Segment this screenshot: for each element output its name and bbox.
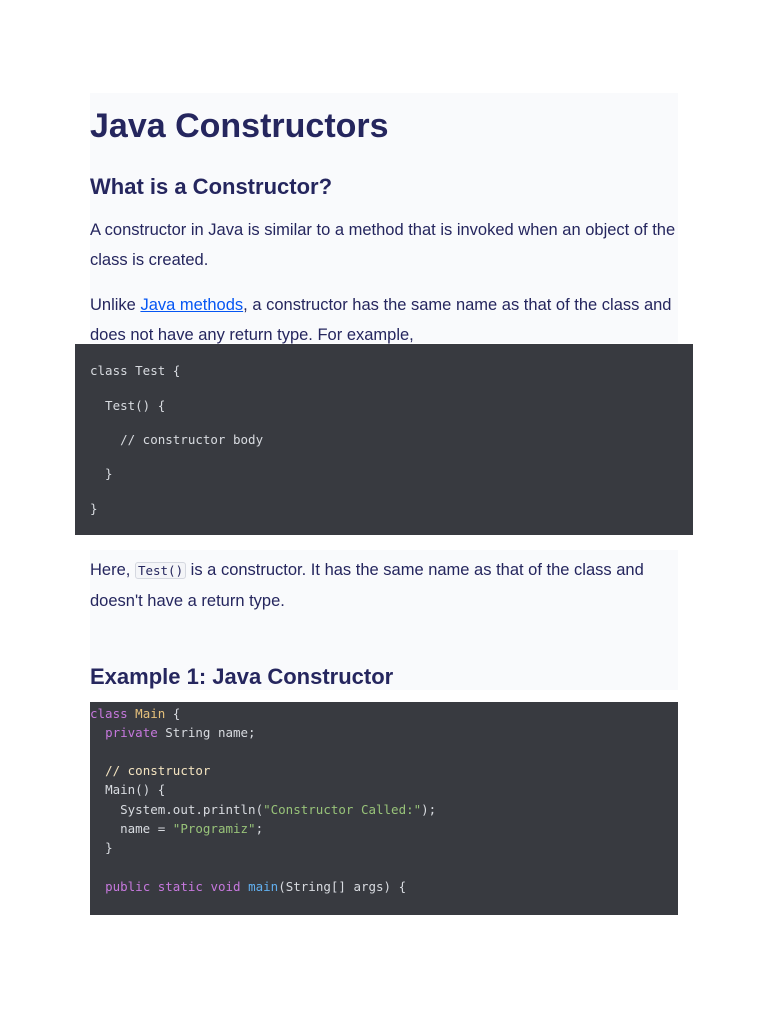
code-line: } (90, 501, 98, 516)
keyword: static (157, 879, 203, 894)
code-line: Test() { (90, 398, 166, 413)
methods-paragraph (90, 290, 678, 350)
code-line (90, 877, 406, 896)
paragraph-text: is a constructor. It has the same name as that of the class and doesn't have a return type. (90, 561, 644, 610)
page-title: Java Constructors (90, 107, 389, 145)
keyword: private (105, 725, 158, 740)
explanation-paragraph (90, 555, 678, 616)
code-text: } (105, 840, 113, 855)
keyword: public (105, 879, 151, 894)
function-name: main (248, 879, 279, 894)
example-heading: Example 1: Java Constructor (90, 664, 394, 689)
string-literal: "Constructor Called:" (263, 802, 422, 817)
section-heading: What is a Constructor? (90, 174, 333, 199)
code-line (90, 723, 256, 742)
paragraph-text: Unlike (90, 296, 141, 314)
paragraph-text: , a constructor has the same name as that of the class and does not have any return type. For example, (90, 296, 672, 344)
code-line (90, 761, 210, 780)
paragraph-text: Here, (90, 561, 135, 579)
intro-paragraph: A constructor in Java is similar to a method that is invoked when an object of the class is created. (90, 221, 676, 269)
code-line (90, 704, 180, 723)
code-line: } (90, 466, 113, 481)
java-methods-link[interactable]: Java methods (140, 296, 244, 314)
code-line: class Test { (90, 363, 181, 378)
inline-code: Test() (135, 562, 186, 579)
code-line (90, 780, 165, 799)
class-name: Main (135, 706, 166, 721)
code-line (90, 819, 263, 838)
keyword: class (90, 706, 128, 721)
code-text: Main() { (105, 782, 166, 797)
keyword: void (210, 879, 241, 894)
code-text: ); (421, 802, 437, 817)
code-block (75, 344, 693, 535)
code-text: { (165, 706, 181, 721)
code-text: System.out.println( (120, 802, 264, 817)
code-text: (String[] args) { (278, 879, 407, 894)
code-text: ; (255, 821, 264, 836)
string-literal: "Programiz" (172, 821, 256, 836)
example-code-block (90, 702, 678, 915)
code-text: String name; (157, 725, 256, 740)
code-line (90, 800, 436, 819)
code-line: // constructor body (90, 432, 264, 447)
code-text: name = (120, 821, 173, 836)
code-line (90, 838, 113, 857)
code-comment: // constructor (105, 763, 211, 778)
